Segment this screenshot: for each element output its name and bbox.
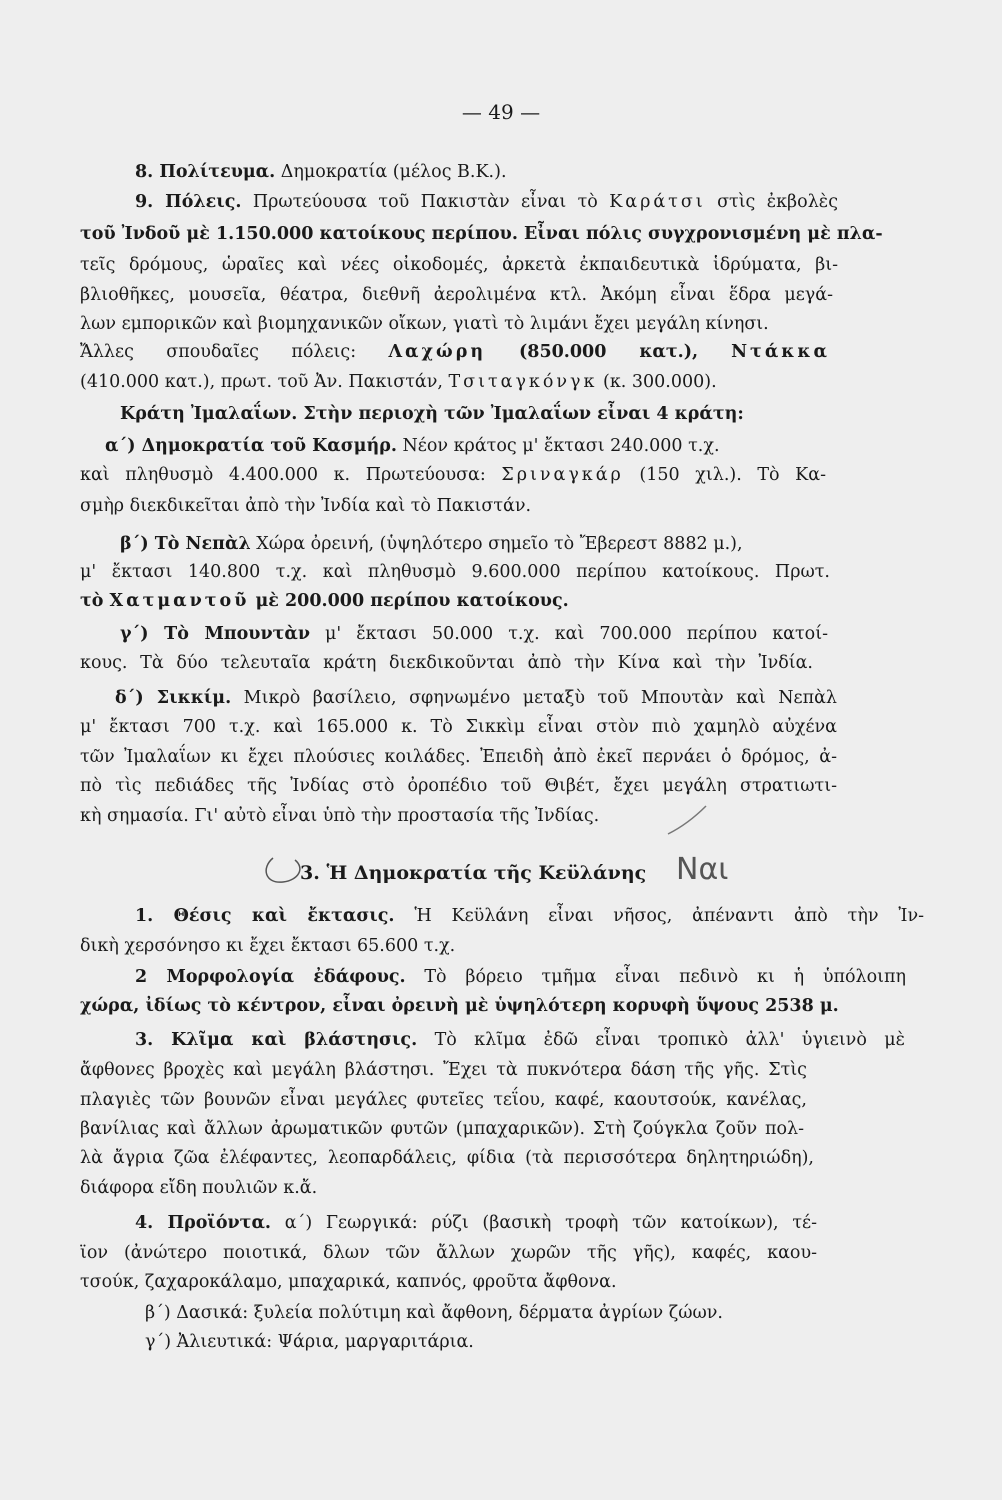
section-heading: Κράτη Ἰμαλαΐων. (120, 404, 298, 424)
text-line: βλιοθῆκες, μουσεῖα, θέατρα, διεθνῆ ἀερολιμένα κτλ. Ἀκόμη εἶναι ἕδρα μεγά- (80, 285, 833, 305)
text-line: κὴ σημασία. Γι' αὐτὸ εἶναι ὑπὸ τὴν προστασία τῆς Ἰνδίας. (80, 806, 600, 826)
text-line: (410.000 κατ.), πρωτ. τοῦ Ἀν. Πακιστάν, Τσιταγκόνγκ (κ. 300.000). (80, 372, 717, 392)
section-heading: 4. Προϊόντα. (135, 1213, 272, 1233)
section-heading: 8. Πολίτευμα. (135, 162, 276, 182)
text-line: κους. Τὰ δύο τελευταῖα κράτη διεκδικοῦνται ἀπὸ τὴν Κίνα καὶ τὴν Ἰνδία. (80, 653, 813, 673)
text-line: τὸ Χατμαντοῦ μὲ 200.000 περίπου κατοίκους. (80, 591, 569, 611)
text-line: καὶ πληθυσμὸ 4.400.000 κ. Πρωτεύουσα: Σριναγκάρ (150 χιλ.). Τὸ Κα- (80, 465, 826, 485)
text-line: τεῖς δρόμους, ὡραῖες καὶ νέες οἰκοδομές, ἀρκετὰ ἐκπαιδευτικὰ ἱδρύματα, βι- (80, 255, 838, 275)
text-line: πλαγιὲς τῶν βουνῶν εἶναι μεγάλες φυτεῖες τεΐου, καφέ, καουτσούκ, κανέλας, (80, 1090, 807, 1110)
text-line: Ἄλλες σπουδαῖες πόλεις: Λαχώρη (850.000 κατ.), Ντάκκα (80, 342, 830, 362)
text-line: β΄) Δασικά: ξυλεία πολύτιμη καὶ ἄφθονη, δέρματα ἀγρίων ζώων. (145, 1303, 723, 1323)
text-line: δ΄) Σικκίμ. Μικρὸ βασίλειο, σφηνωμένο μεταξὺ τοῦ Μπουτὰν καὶ Νεπὰλ (115, 688, 837, 708)
section-heading: γ΄) Τὸ Μπουντὰν (120, 624, 310, 644)
text-line: ἄφθονες βροχὲς καὶ μεγάλη βλάστησι. Ἔχει τὰ πυκνότερα δάση τῆς γῆς. Στὶς (80, 1060, 807, 1080)
section-heading: δ΄) Σικκίμ. (115, 688, 232, 708)
text-line: διάφορα εἴδη πουλιῶν κ.ἄ. (80, 1178, 318, 1198)
text-line: πὸ τὶς πεδιάδες τῆς Ἰνδίας στὸ ὀροπέδιο τοῦ Θιβέτ, ἔχει μεγάλη στρατιωτι- (80, 776, 837, 796)
text-line: 9. Πόλεις. Πρωτεύουσα τοῦ Πακιστὰν εἶναι τὸ Καράτσι στὶς ἐκβολὲς (135, 192, 838, 212)
text-line: μ' ἔκτασι 140.800 τ.χ. καὶ πληθυσμὸ 9.600.000 περίπου κατοίκους. Πρωτ. (80, 562, 830, 582)
text-line: τῶν Ἰμαλαΐων κι ἔχει πλούσιες κοιλάδες. Ἐπειδὴ ἀπὸ ἐκεῖ περνάει ὁ δρόμος, ἀ- (80, 747, 837, 767)
text-line: 1. Θέσις καὶ ἔκτασις. Ἡ Κεϋλάνη εἶναι νῆσος, ἀπέναντι ἀπὸ τὴν Ἰν- (135, 906, 924, 926)
text-line: 2 Μορφολογία ἐδάφους. Τὸ βόρειο τμῆμα εἶναι πεδινὸ κι ἡ ὑπόλοιπη (135, 967, 906, 987)
text-line: δικὴ χερσόνησο κι ἔχει ἔκτασι 65.600 τ.χ. (80, 936, 456, 956)
chapter-heading: 3. Ἡ Δημοκρατία τῆς Κεϋλάνης (300, 862, 647, 884)
text-line: λων εμπορικῶν καὶ βιομηχανικῶν οἴκων, γιατὶ τὸ λιμάνι ἔχει μεγάλη κίνησι. (80, 314, 769, 334)
section-heading: 3. Κλῖμα καὶ βλάστησις. (135, 1030, 418, 1050)
text-line: τοῦ Ἰνδοῦ μὲ 1.150.000 κατοίκους περίπου. Εἶναι πόλις συγχρονισμένη μὲ πλα- (80, 224, 883, 244)
handwritten-note: Ναι (676, 852, 729, 887)
text-line: 4. Προϊόντα. α΄) Γεωργικά: ρύζι (βασικὴ τροφὴ τῶν κατοίκων), τέ- (135, 1213, 817, 1233)
text-line: τσούκ, ζαχαροκάλαμο, μπαχαρικά, καπνός, φροῦτα ἄφθονα. (80, 1272, 617, 1292)
text-line: 8. Πολίτευμα. Δημοκρατία (μέλος Β.Κ.). (135, 162, 507, 182)
pencil-mark-icon (660, 800, 720, 840)
text-line: βανίλιας καὶ ἄλλων ἀρωματικῶν φυτῶν (μπαχαρικῶν). Στὴ ζούγκλα ζοῦν πολ- (80, 1119, 804, 1139)
text-line: μ' ἔκτασι 700 τ.χ. καὶ 165.000 κ. Τὸ Σικκὶμ εἶναι στὸν πιὸ χαμηλὸ αὐχένα (80, 717, 837, 737)
section-heading: 9. Πόλεις. (135, 192, 242, 212)
text-line: γ΄) Τὸ Μπουντὰν μ' ἔκτασι 50.000 τ.χ. καὶ 700.000 περίπου κατοί- (120, 624, 828, 644)
text-line: γ΄) Ἀλιευτικά: Ψάρια, μαργαριτάρια. (145, 1332, 474, 1352)
page-number: — 49 — (461, 100, 541, 124)
section-heading: 2 Μορφολογία ἐδάφους. (135, 967, 406, 987)
pencil-circle-icon (255, 850, 315, 890)
text-line: σμὴρ διεκδικεῖται ἀπὸ τὴν Ἰνδία καὶ τὸ Πακιστάν. (80, 496, 532, 516)
text-line: ϊον (ἀνώτερο ποιοτικά, δλων τῶν ἄλλων χωρῶν τῆς γῆς), καφές, καου- (80, 1243, 817, 1263)
text-line: Κράτη Ἰμαλαΐων. Στὴν περιοχὴ τῶν Ἰμαλαΐων εἶναι 4 κράτη: (120, 404, 744, 424)
text-line: α΄) Δημοκρατία τοῦ Κασμήρ. Νέον κράτος μ' ἔκτασι 240.000 τ.χ. (105, 436, 720, 456)
text-line: λὰ ἄγρια ζῶα ἐλέφαντες, λεοπαρδάλεις, φίδια (τὰ περισσότερα δηλητηριώδη), (80, 1148, 814, 1168)
section-heading: 1. Θέσις καὶ ἔκτασις. (135, 906, 395, 926)
section-heading: α΄) Δημοκρατία τοῦ Κασμήρ. (105, 436, 397, 456)
text-line: β΄) Τὸ Νεπὰλ Χώρα ὀρεινή, (ὑψηλότερο σημεῖο τὸ Ἔβερεστ 8882 μ.), (120, 534, 743, 554)
section-heading: β΄) Τὸ Νεπὰλ (120, 534, 251, 554)
text-line: χώρα, ἰδίως τὸ κέντρον, εἶναι ὀρεινὴ μὲ ὑψηλότερη κορυφὴ ὕψους 2538 μ. (80, 996, 839, 1016)
text-line: 3. Κλῖμα καὶ βλάστησις. Τὸ κλῖμα ἐδῶ εἶναι τροπικὸ ἀλλ' ὑγιεινὸ μὲ (135, 1030, 906, 1050)
